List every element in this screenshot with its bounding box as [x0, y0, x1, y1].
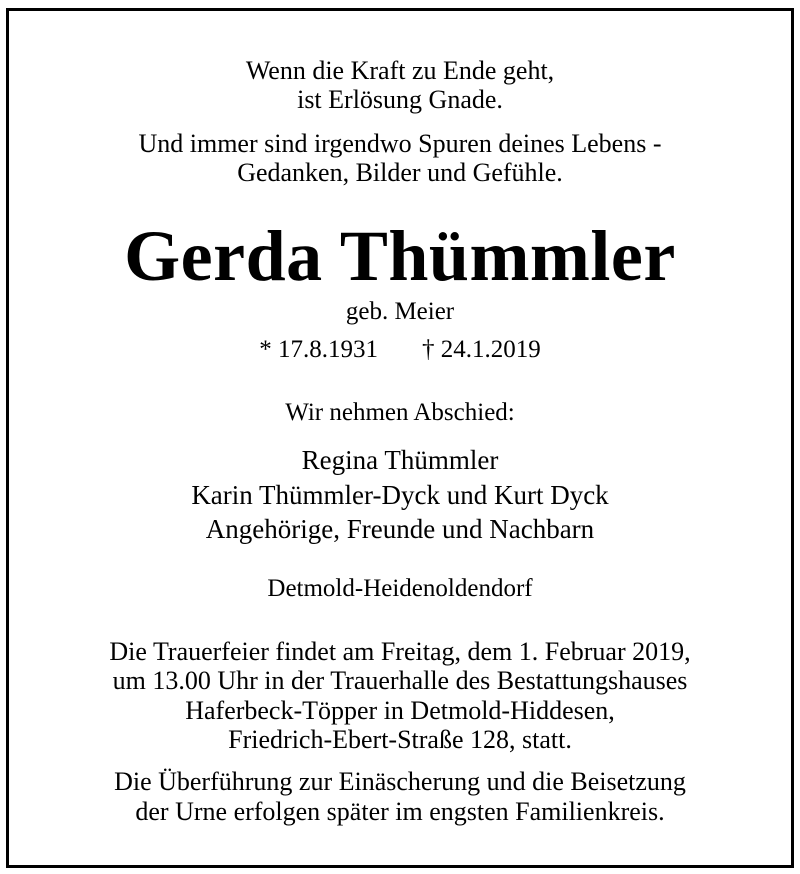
burial-line-2: der Urne erfolgen später im engsten Familienkreis. [135, 797, 665, 826]
life-dates [0, 335, 800, 364]
burial-line-1: Die Überführung zur Einäscherung und die Beisetzung [114, 767, 686, 796]
funeral-line-1: Die Trauerfeier findet am Freitag, dem 1. Februar 2019, [109, 637, 691, 666]
mourner-2: Karin Thümmler-Dyck und Kurt Dyck [191, 480, 609, 510]
maiden-name: geb. Meier [345, 298, 455, 325]
mourner-1: Regina Thümmler [301, 445, 499, 475]
verse-line-4: Gedanken, Bilder und Gefühle. [237, 158, 563, 187]
birth-date: * 17.8.1931 [259, 336, 378, 363]
mourner-3: Angehörige, Freunde und Nachbarn [205, 514, 595, 544]
place: Detmold-Heidenoldendorf [267, 575, 533, 602]
deceased-name: Gerda Thümmler [124, 216, 676, 296]
funeral-line-3: Haferbeck-Töpper in Detmold-Hiddesen, [185, 696, 615, 725]
funeral-line-4: Friedrich-Ebert-Straße 128, statt. [228, 725, 572, 754]
farewell-intro: Wir nehmen Abschied: [285, 399, 515, 426]
verse-line-1: Wenn die Kraft zu Ende geht, [245, 56, 555, 85]
death-date: † 24.1.2019 [422, 336, 541, 363]
funeral-line-2: um 13.00 Uhr in der Trauerhalle des Bestattungshauses [112, 666, 688, 695]
verse-line-2: ist Erlösung Gnade. [297, 85, 503, 114]
verse-line-3: Und immer sind irgendwo Spuren deines Lebens - [138, 129, 662, 158]
